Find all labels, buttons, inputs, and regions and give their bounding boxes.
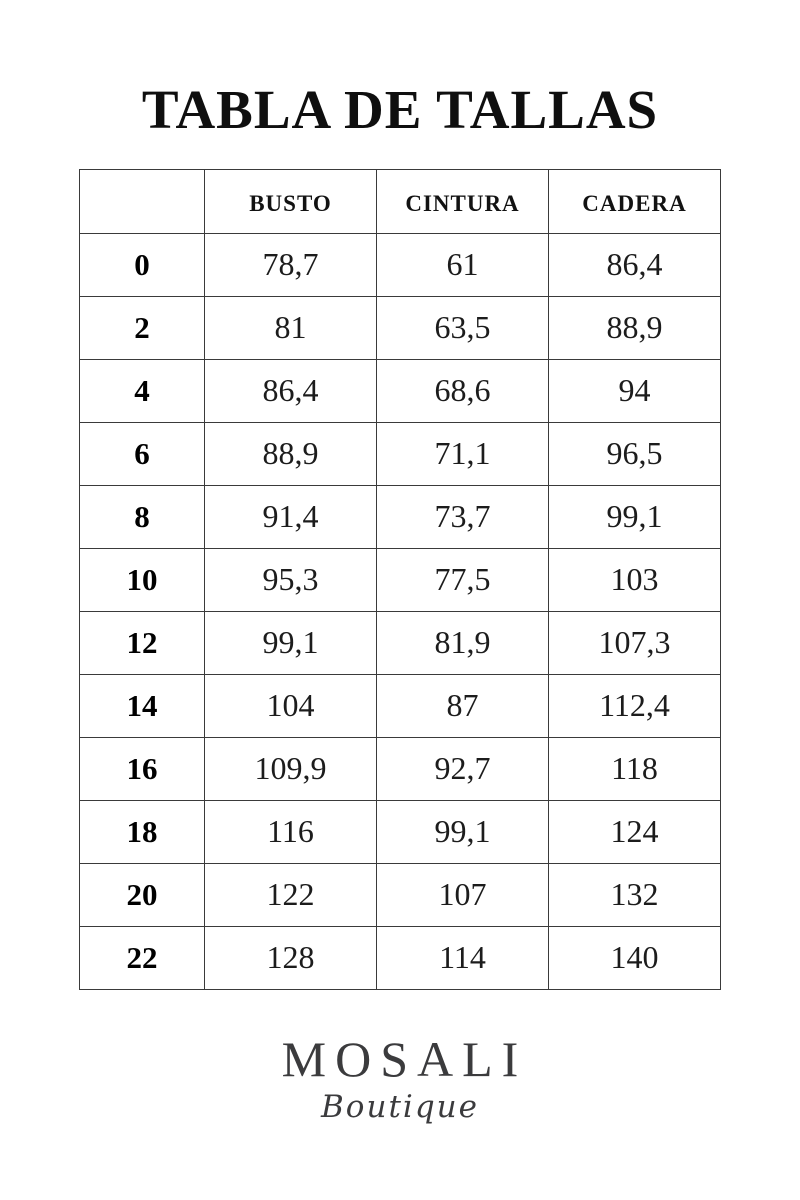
cintura-cell: 107 [377, 863, 549, 926]
busto-cell: 116 [205, 800, 377, 863]
busto-cell: 104 [205, 674, 377, 737]
size-cell: 20 [80, 863, 205, 926]
size-cell: 14 [80, 674, 205, 737]
cintura-cell: 63,5 [377, 296, 549, 359]
corner-header-cell [80, 169, 205, 233]
table-row [80, 296, 721, 359]
cintura-cell: 99,1 [377, 800, 549, 863]
size-cell: 4 [80, 359, 205, 422]
cadera-cell: 107,3 [549, 611, 721, 674]
cintura-cell: 114 [377, 926, 549, 989]
table-row [80, 737, 721, 800]
cintura-cell: 71,1 [377, 422, 549, 485]
cintura-cell: 61 [377, 233, 549, 296]
cintura-cell: 68,6 [377, 359, 549, 422]
size-cell: 22 [80, 926, 205, 989]
cintura-cell: 73,7 [377, 485, 549, 548]
brand-tagline: Boutique [321, 1088, 479, 1125]
table-row [80, 548, 721, 611]
cintura-cell: 92,7 [377, 737, 549, 800]
cadera-cell: 96,5 [549, 422, 721, 485]
table-row [80, 926, 721, 989]
cintura-cell: 87 [377, 674, 549, 737]
busto-cell: 128 [205, 926, 377, 989]
busto-header-cell: busto [205, 169, 377, 233]
table-row [80, 800, 721, 863]
size-cell: 2 [80, 296, 205, 359]
cintura-header-cell: cintura [377, 169, 549, 233]
busto-cell: 99,1 [205, 611, 377, 674]
cadera-cell: 118 [549, 737, 721, 800]
size-cell: 10 [80, 548, 205, 611]
cadera-header-cell: cadera [549, 169, 721, 233]
busto-cell: 109,9 [205, 737, 377, 800]
size-cell: 12 [80, 611, 205, 674]
busto-cell: 86,4 [205, 359, 377, 422]
table-row [80, 485, 721, 548]
table-row [80, 359, 721, 422]
brand-wordmark: MOSALI [281, 1030, 528, 1087]
size-cell: 0 [80, 233, 205, 296]
busto-cell: 78,7 [205, 233, 377, 296]
cadera-cell: 140 [549, 926, 721, 989]
cadera-cell: 103 [549, 548, 721, 611]
cadera-cell: 99,1 [549, 485, 721, 548]
cadera-cell: 132 [549, 863, 721, 926]
cintura-cell: 77,5 [377, 548, 549, 611]
table-row [80, 674, 721, 737]
busto-cell: 81 [205, 296, 377, 359]
busto-cell: 122 [205, 863, 377, 926]
table-row [80, 422, 721, 485]
size-cell: 8 [80, 485, 205, 548]
table-row [80, 611, 721, 674]
size-cell: 16 [80, 737, 205, 800]
busto-cell: 91,4 [205, 485, 377, 548]
table-header-row [80, 169, 721, 233]
cadera-cell: 88,9 [549, 296, 721, 359]
busto-cell: 88,9 [205, 422, 377, 485]
table-row [80, 233, 721, 296]
brand-footer [0, 1032, 800, 1126]
cadera-cell: 124 [549, 800, 721, 863]
size-table [79, 169, 721, 990]
size-cell: 6 [80, 422, 205, 485]
size-cell: 18 [80, 800, 205, 863]
cadera-cell: 94 [549, 359, 721, 422]
cadera-cell: 112,4 [549, 674, 721, 737]
table-row [80, 863, 721, 926]
cadera-cell: 86,4 [549, 233, 721, 296]
cintura-cell: 81,9 [377, 611, 549, 674]
page-title: TABLA DE TALLAS [141, 79, 659, 140]
busto-cell: 95,3 [205, 548, 377, 611]
